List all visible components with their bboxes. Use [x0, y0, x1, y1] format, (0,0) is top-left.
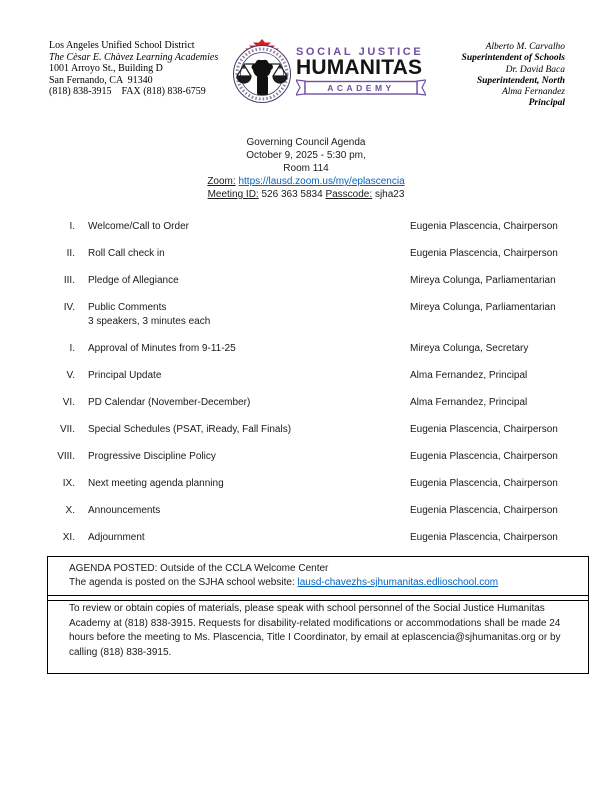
- official-title: Superintendent of Schools: [461, 53, 565, 64]
- agenda-row: [49, 450, 563, 464]
- agenda-item-title: Principal Update: [88, 370, 162, 381]
- agenda-row: [49, 531, 563, 545]
- agenda-item-number: II.: [66, 248, 75, 259]
- official-title: Superintendent, North: [476, 75, 565, 86]
- agenda-item-title: Special Schedules (PSAT, iReady, Fall Finals): [88, 424, 292, 435]
- agenda-item-title: Progressive Discipline Policy: [88, 451, 216, 462]
- agenda-row: [49, 274, 563, 288]
- agenda-item-number: III.: [63, 275, 75, 286]
- agenda-posted-line: AGENDA POSTED: Outside of the CCLA Welcome Center: [69, 563, 329, 574]
- agenda-item-presenter: Alma Fernandez, Principal: [410, 397, 528, 408]
- official-name: Dr. David Baca: [505, 64, 565, 75]
- agenda-item-presenter: Mireya Colunga, Parliamentarian: [410, 302, 556, 313]
- document-title: Governing Council Agenda: [246, 137, 366, 148]
- website-line: [69, 576, 588, 590]
- meeting-room: Room 114: [283, 163, 329, 174]
- agenda-item-title: Announcements: [88, 505, 161, 516]
- wordmark-social-justice: SOCIAL JUSTICE: [296, 46, 424, 58]
- agenda-row: [49, 369, 563, 383]
- agenda-item-title: Next meeting agenda planning: [88, 478, 224, 489]
- agenda-item-presenter: Eugenia Plascencia, Chairperson: [410, 248, 558, 259]
- agenda-list: [49, 220, 563, 558]
- agenda-item-presenter: Eugenia Plascencia, Chairperson: [410, 478, 558, 489]
- meeting-title-block: [0, 136, 612, 201]
- agenda-item-presenter: Mireya Colunga, Parliamentarian: [410, 275, 556, 286]
- agenda-row: [49, 220, 563, 234]
- agenda-item-note: 3 speakers, 3 minutes each: [88, 316, 211, 327]
- phone-fax: (818) 838-3915 FAX (818) 838-6759: [49, 86, 206, 97]
- agenda-item-presenter: Mireya Colunga, Secretary: [410, 343, 529, 354]
- agenda-item-title: Pledge of Allegiance: [88, 275, 179, 286]
- agenda-row: [49, 396, 563, 410]
- agenda-item-title: Roll Call check in: [88, 248, 165, 259]
- meeting-id-line: [0, 188, 612, 201]
- passcode-label: Passcode:: [325, 189, 373, 200]
- website-line-prefix: The agenda is posted on the SJHA school website:: [69, 577, 298, 588]
- agenda-item-presenter: Eugenia Plascencia, Chairperson: [410, 451, 558, 462]
- agenda-item-number: I.: [69, 221, 75, 232]
- agenda-row: [49, 247, 563, 261]
- agenda-item-number: VI.: [62, 397, 75, 408]
- street-address: 1001 Arroyo St., Building D: [49, 63, 163, 74]
- agenda-item-title: Welcome/Call to Order: [88, 221, 189, 232]
- agenda-row: [49, 477, 563, 491]
- agenda-item-title: Approval of Minutes from 9-11-25: [88, 343, 236, 354]
- agenda-item-number: IV.: [63, 302, 75, 313]
- wordmark-academy: ACADEMY: [327, 83, 395, 93]
- accessibility-text-line: To review or obtain copies of materials, please speak with school personnel of the Social Justice Humanitas: [69, 603, 545, 614]
- agenda-item-number: V.: [66, 370, 75, 381]
- agenda-item-presenter: Eugenia Plascencia, Chairperson: [410, 532, 558, 543]
- district-name: Los Angeles Unified School District: [49, 40, 195, 51]
- agenda-row: [49, 342, 563, 356]
- meeting-id-value: 526 363 5834: [261, 189, 323, 200]
- accessibility-text-line: calling (818) 838-3915.: [69, 646, 172, 658]
- agenda-row: [49, 301, 563, 329]
- wordmark-humanitas: HUMANITAS: [296, 56, 423, 79]
- official-name: Alberto M. Carvalho: [485, 42, 565, 52]
- agenda-item-presenter: Eugenia Plascencia, Chairperson: [410, 424, 558, 435]
- officials-block: [462, 42, 565, 110]
- school-website-link[interactable]: lausd-chavezhs-sjhumanitas.edlioschool.com: [297, 577, 499, 588]
- official-name: Alma Fernandez: [501, 87, 565, 98]
- agenda-item-number: IX.: [62, 478, 75, 489]
- official-title: Principal: [528, 98, 565, 109]
- district-address-block: [49, 40, 218, 98]
- meeting-datetime: October 9, 2025 - 5:30 pm,: [246, 150, 366, 161]
- meeting-id-label: Meeting ID:: [207, 189, 259, 200]
- agenda-item-presenter: Alma Fernandez, Principal: [410, 370, 528, 381]
- academy-wordmark: [296, 46, 428, 96]
- agenda-item-number: VII.: [59, 424, 75, 435]
- zoom-line: [0, 175, 612, 188]
- agenda-item-number: X.: [65, 505, 75, 516]
- school-seal-logo: [230, 38, 294, 104]
- agenda-item-presenter: Eugenia Plascencia, Chairperson: [410, 505, 558, 516]
- agenda-item-title: Adjournment: [88, 532, 145, 543]
- agenda-item-title: [88, 301, 410, 329]
- agenda-item-presenter: Eugenia Plascencia, Chairperson: [410, 221, 558, 232]
- agenda-row: [49, 504, 563, 518]
- zoom-label: Zoom:: [207, 176, 236, 187]
- agenda-item-number: VIII.: [57, 451, 75, 462]
- academy-ribbon-banner: [296, 79, 426, 96]
- agenda-item-number: XI.: [62, 532, 75, 543]
- passcode-value: sjha23: [374, 189, 405, 200]
- accessibility-notice-box: [47, 595, 589, 674]
- agenda-item-title: PD Calendar (November-December): [88, 397, 251, 408]
- accessibility-text-line: Academy at (818) 838-3915. Requests for disability-related modifications or accommodations shall be made 24: [69, 617, 561, 629]
- agenda-row: [49, 423, 563, 437]
- city-state-zip: San Fernando, CA 91340: [49, 74, 153, 86]
- agenda-item-title-text: Public Comments: [88, 302, 167, 313]
- accessibility-text-line: hours before the meeting to Ms. Plascencia, Title I Coordinator, by email at eplascencia@sjhumanitas.org or by: [69, 632, 561, 643]
- academy-name: The Cèsar E. Chàvez Learning Academies: [49, 51, 219, 63]
- agenda-item-number: I.: [69, 343, 75, 354]
- zoom-meeting-link[interactable]: https://lausd.zoom.us/my/eplascencia: [238, 176, 405, 187]
